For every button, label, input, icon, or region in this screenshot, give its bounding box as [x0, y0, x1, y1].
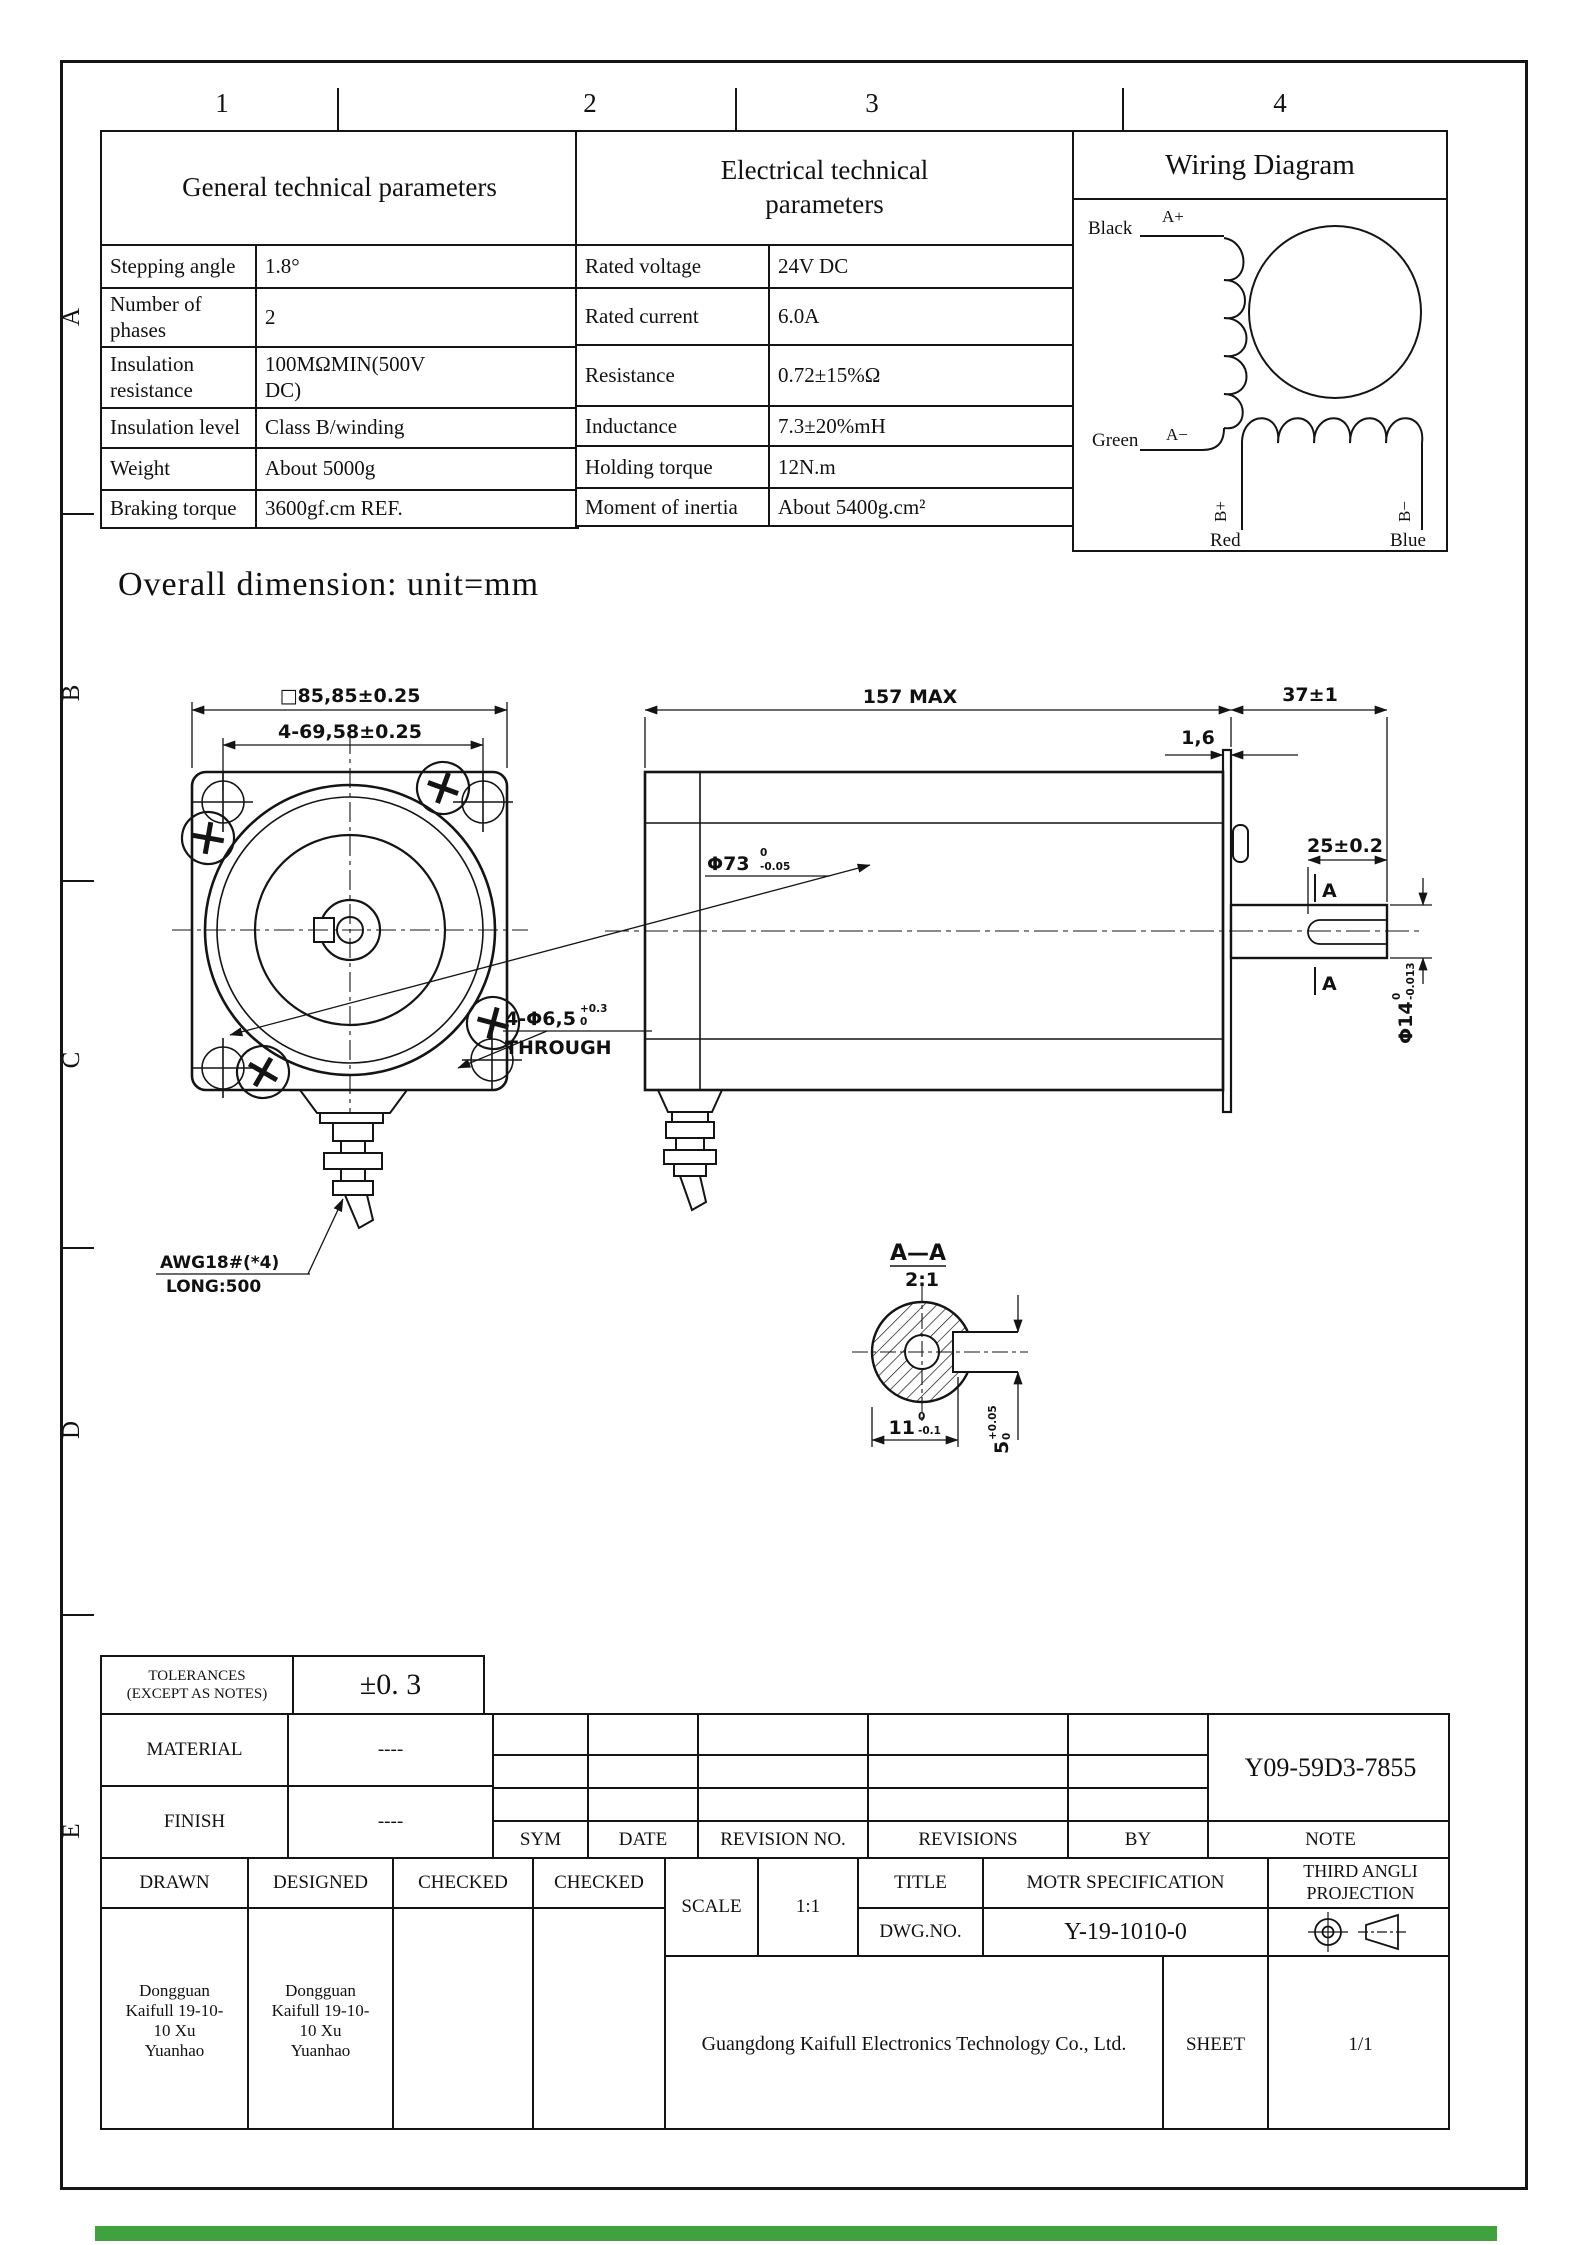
checked2-value [532, 1907, 664, 2130]
dim-4-holes-tol-bottom: 0 [580, 1016, 588, 1028]
dim-phi73: Φ73 [707, 853, 750, 875]
param-value: Class B/winding [256, 408, 578, 448]
dim-shaft-diameter: Φ14 [1395, 1001, 1417, 1044]
param-label: Rated current [576, 288, 769, 345]
drawn-header: DRAWN [102, 1857, 247, 1907]
revision-cell [587, 1715, 697, 1754]
dim-hole-spacing: 4-69,58±0.25 [277, 721, 423, 743]
side-cable-connector [658, 1090, 722, 1210]
revision-cell [492, 1787, 587, 1820]
footer-accent-bar [95, 2226, 1497, 2241]
param-value: About 5000g [256, 448, 578, 490]
projection-symbol [1267, 1907, 1450, 1955]
param-value: About 5400g.cm² [769, 488, 1073, 526]
dim-body-length: 157 MAX [862, 686, 958, 708]
revision-cell [1067, 1715, 1207, 1754]
zone-row-a: A [58, 307, 85, 327]
param-label: Resistance [576, 345, 769, 406]
wire-label-blue: Blue [1390, 530, 1426, 550]
dim-4-holes-through: THROUGH [505, 1037, 612, 1059]
zone-tick [1122, 88, 1124, 132]
dim-outer-square: □85,85±0.25 [279, 685, 421, 707]
param-value: 3600gf.cm REF. [256, 490, 578, 528]
dim-phi73-tol-top: 0 [760, 847, 768, 859]
section-mark-a2: A [1322, 973, 1337, 995]
section-mark-a1: A [1322, 880, 1337, 902]
front-view [156, 685, 870, 1297]
cable-label-length: LONG:500 [166, 1277, 262, 1297]
param-label: Number of phases [101, 288, 256, 347]
front-cable-connector [300, 1090, 407, 1228]
section-scale: 2:1 [904, 1269, 940, 1291]
finish-value: ---- [287, 1785, 492, 1857]
cable-label-awg: AWG18#(*4) [160, 1253, 280, 1273]
dim-section-height-tol-top: +0.05 [987, 1405, 999, 1440]
by-header: BY [1067, 1820, 1207, 1857]
scale-value: 1:1 [757, 1857, 857, 1955]
revision-cell [492, 1754, 587, 1787]
tolerance-value: ±0. 3 [292, 1657, 485, 1713]
revision-cell [1067, 1787, 1207, 1820]
checked2-header: CHECKED [532, 1857, 664, 1907]
sheet-label: SHEET [1162, 1955, 1267, 2130]
company-name: Guangdong Kaifull Electronics Technology Co., Ltd. [664, 1955, 1162, 2130]
param-label: Insulation resistance [101, 347, 256, 408]
material-label: MATERIAL [102, 1715, 287, 1785]
dim-section-width: 11 [888, 1417, 915, 1439]
wiring-diagram-box [1072, 130, 1448, 552]
dim-shaft-diameter-tol-top: 0 [1391, 992, 1403, 1000]
wire-label-a-minus: A− [1166, 425, 1188, 444]
general-parameters-table [100, 130, 579, 529]
third-angle-projection-icon [1286, 1910, 1436, 1954]
zone-tick [337, 88, 339, 132]
dim-plate-thickness: 1,6 [1181, 727, 1215, 749]
param-label: Holding torque [576, 446, 769, 488]
wire-label-red: Red [1210, 530, 1241, 550]
projection-label: THIRD ANGLI PROJECTION [1267, 1857, 1450, 1907]
param-value: 0.72±15%Ω [769, 345, 1073, 406]
dim-section-height-tol-bottom: 0 [1001, 1432, 1013, 1440]
dim-4-holes-tol-top: +0.3 [580, 1003, 608, 1015]
part-number: Y09-59D3-7855 [1207, 1715, 1450, 1820]
param-value: 100MΩMIN(500V DC) [256, 347, 578, 408]
dim-4-holes: 4-Φ6,5 [505, 1008, 576, 1030]
revisions-header: REVISIONS [867, 1820, 1067, 1857]
param-value: 2 [256, 288, 578, 347]
zone-tick [60, 513, 94, 515]
title-label: TITLE [857, 1857, 982, 1907]
sheet-value: 1/1 [1267, 1955, 1450, 2130]
dim-phi73-tol-bottom: -0.05 [760, 861, 791, 873]
note-header: NOTE [1207, 1820, 1450, 1857]
overall-dimension-title: Overall dimension: unit=mm [118, 566, 540, 603]
zone-row-d: D [58, 1420, 85, 1440]
designed-header: DESIGNED [247, 1857, 392, 1907]
revision-cell [867, 1787, 1067, 1820]
param-label: Insulation level [101, 408, 256, 448]
tolerance-box [100, 1655, 485, 1715]
dim-shaft-length: 37±1 [1282, 684, 1338, 706]
revision-cell [587, 1754, 697, 1787]
wiring-diagram-title: Wiring Diagram [1074, 132, 1446, 200]
scale-label: SCALE [664, 1857, 757, 1955]
zone-row-e: E [58, 1823, 85, 1839]
revision-cell [697, 1754, 867, 1787]
title-value: MOTR SPECIFICATION [982, 1857, 1267, 1907]
revision-cell [867, 1715, 1067, 1754]
zone-column-4: 4 [1273, 88, 1287, 118]
dim-section-width-tol-top: 0 [918, 1411, 926, 1423]
sym-header: SYM [492, 1820, 587, 1857]
revision-cell [697, 1715, 867, 1754]
param-value: 7.3±20%mH [769, 406, 1073, 446]
dim-key-length: 25±0.2 [1306, 835, 1384, 857]
dimension-drawing [60, 552, 1530, 1652]
wire-label-b-plus: B+ [1211, 501, 1230, 522]
revision-cell [1067, 1754, 1207, 1787]
revision-cell [587, 1787, 697, 1820]
electrical-table-title: Electrical technical parameters [576, 131, 1073, 245]
dwg-no-label: DWG.NO. [857, 1907, 982, 1955]
param-value: 24V DC [769, 245, 1073, 288]
wire-label-green: Green [1092, 430, 1139, 451]
zone-row-c: C [58, 1051, 85, 1069]
general-table-title: General technical parameters [101, 131, 578, 245]
zone-column-3: 3 [865, 88, 879, 118]
revision-no-header: REVISION NO. [697, 1820, 867, 1857]
zone-column-1: 1 [215, 88, 229, 118]
wire-label-black: Black [1088, 218, 1133, 239]
checked-value [392, 1907, 532, 2130]
revision-cell [697, 1787, 867, 1820]
revision-cell [867, 1754, 1067, 1787]
wire-label-a-plus: A+ [1162, 207, 1184, 226]
param-label: Inductance [576, 406, 769, 446]
dim-section-height: 5 [991, 1440, 1013, 1454]
finish-label: FINISH [102, 1785, 287, 1857]
param-label: Rated voltage [576, 245, 769, 288]
title-block [100, 1713, 1450, 2130]
date-header: DATE [587, 1820, 697, 1857]
material-value: ---- [287, 1715, 492, 1785]
zone-tick [735, 88, 737, 132]
section-title: A—A [889, 1241, 947, 1266]
revision-cell [492, 1715, 587, 1754]
section-view [852, 1241, 1028, 1454]
designed-value: Dongguan Kaifull 19-10-10 Xu Yuanhao [247, 1907, 392, 2130]
wiring-diagram-graphic [1074, 200, 1446, 550]
dwg-no-value: Y-19-1010-0 [982, 1907, 1267, 1955]
wire-label-b-minus: B− [1395, 501, 1414, 522]
param-label: Weight [101, 448, 256, 490]
dim-section-width-tol-bottom: -0.1 [918, 1425, 941, 1437]
param-label: Braking torque [101, 490, 256, 528]
tolerance-label: TOLERANCES (EXCEPT AS NOTES) [102, 1657, 292, 1713]
param-value: 12N.m [769, 446, 1073, 488]
side-view [605, 684, 1432, 1210]
drawn-value: Dongguan Kaifull 19-10-10 Xu Yuanhao [102, 1907, 247, 2130]
dim-shaft-diameter-tol-bottom: -0.013 [1405, 962, 1417, 1000]
zone-column-2: 2 [583, 88, 597, 118]
electrical-parameters-table [575, 130, 1074, 527]
param-label: Moment of inertia [576, 488, 769, 526]
zone-row-b: B [58, 684, 85, 702]
checked-header: CHECKED [392, 1857, 532, 1907]
param-label: Stepping angle [101, 245, 256, 288]
param-value: 1.8° [256, 245, 578, 288]
param-value: 6.0A [769, 288, 1073, 345]
